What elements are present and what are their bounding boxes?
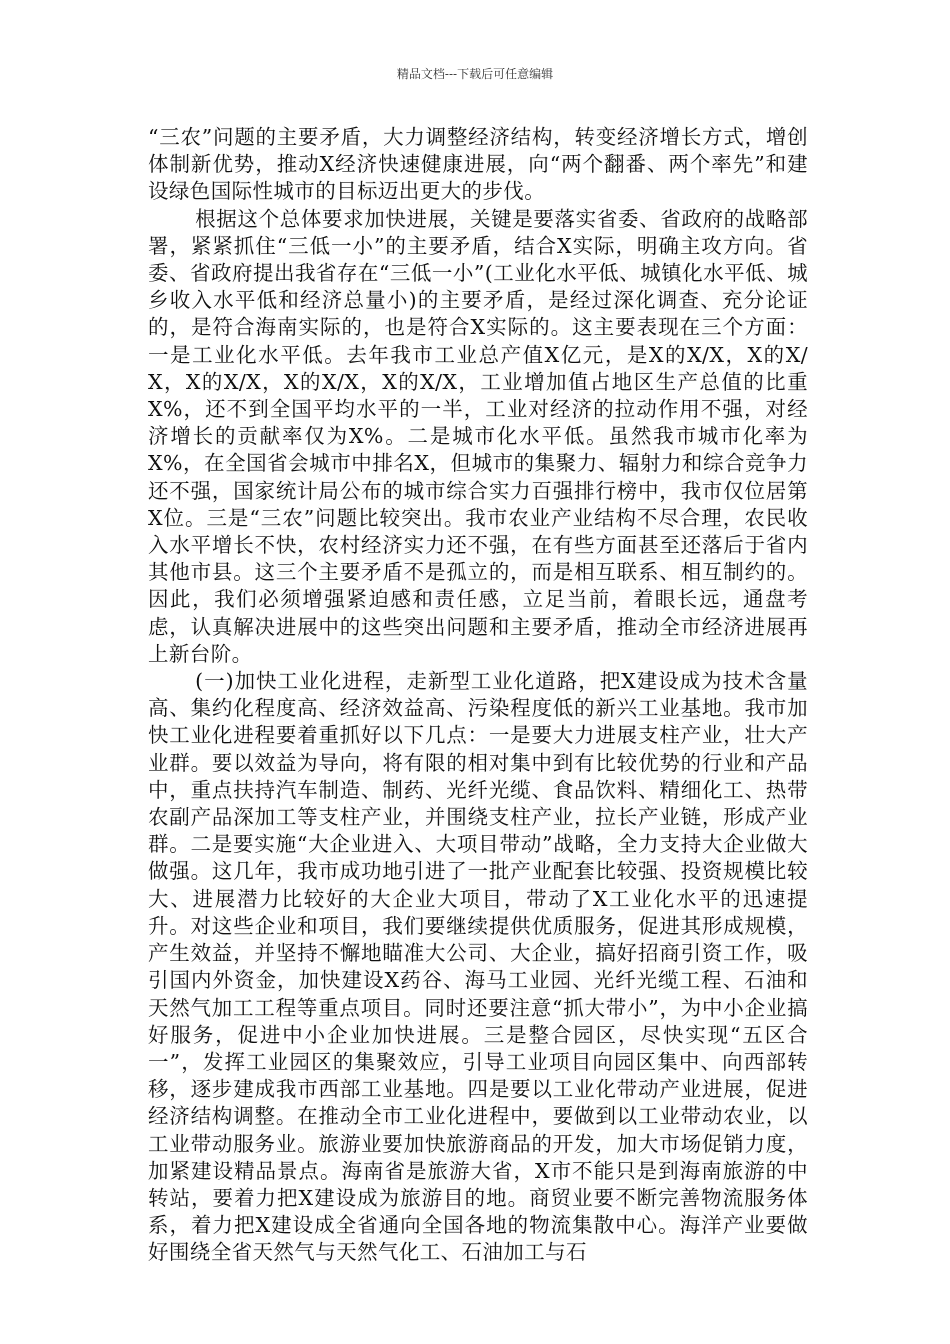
- document-body: [148, 124, 808, 1267]
- paragraph-continuation: “三农”问题的主要矛盾，大力调整经济结构，转变经济增长方式，增创体制新优势，推动X经济快速健康进展，向“两个翻番、两个率先”和建设绿色国际性城市的目标迈出更大的步伐。: [148, 125, 808, 204]
- paragraph-main-contradictions: 根据这个总体要求加快进展，关键是要落实省委、省政府的战略部署，紧紧抓住“三低一小”的主要矛盾，结合X实际，明确主攻方向。省委、省政府提出我省存在“三低一小”(工业化水平低、城镇化水平低、城乡收入水平低和经济总量小)的主要矛盾，是经过深化调查、充分论证的，是符合海南实际的，也是符合X实际的。这主要表现在三个方面：一是工业化水平低。去年我市工业总产值X亿元，是X的X/X，X的X/X，X的X/X，X的X/X，X的X/X，工业增加值占地区生产总值的比重X%，还不到全国平均水平的一半，工业对经济的拉动作用不强，对经济增长的贡献率仅为X%。二是城市化水平低。虽然我市城市化率为X%，在全国省会城市中排名X，但城市的集聚力、辐射力和综合竞争力还不强，国家统计局公布的城市综合实力百强排行榜中，我市仅位居第X位。三是“三农”问题比较突出。我市农业产业结构不尽合理，农民收入水平增长不快，农村经济实力还不强，在有些方面甚至还落后于省内其他市县。这三个主要矛盾不是孤立的，而是相互联系、相互制约的。因此，我们必须增强紧迫感和责任感，立足当前，着眼长远，通盘考虑，认真解决进展中的这些突出问题和主要矛盾，推动全市经济进展再上新台阶。: [148, 206, 808, 666]
- paragraph-industrialization: (一)加快工业化进程，走新型工业化道路，把X建设成为技术含量高、集约化程度高、经济效益高、污染程度低的新兴工业基地。我市加快工业化进程要着重抓好以下几点：一是要大力进展支柱产业，壮大产业群。要以效益为导向，将有限的相对集中到有比较优势的行业和产品中，重点扶持汽车制造、制药、光纤光缆、食品饮料、精细化工、热带农副产品深加工等支柱产业，并围绕支柱产业，拉长产业链，形成产业群。二是要实施“大企业进入、大项目带动”战略，全力支持大企业做大做强。这几年，我市成功地引进了一批产业配套比较强、投资规模比较大、进展潜力比较好的大企业大项目，带动了X工业化水平的迅速提升。对这些企业和项目，我们要继续提供优质服务，促进其形成规模，产生效益，并坚持不懈地瞄准大公司、大企业，搞好招商引资工作，吸引国内外资金，加快建设X药谷、海马工业园、光纤光缆工程、石油和天然气加工工程等重点项目。同时还要注意“抓大带小”，为中小企业搞好服务，促进中小企业加快进展。三是整合园区，尽快实现“五区合一”，发挥工业园区的集聚效应，引导工业项目向园区集中、向西部转移，逐步建成我市西部工业基地。四是要以工业化带动产业进展，促进经济结构调整。在推动全市工业化进程中，要做到以工业带动农业，以工业带动服务业。旅游业要加快旅游商品的开发，加大市场促销力度，加紧建设精品景点。海南省是旅游大省，X市不能只是到海南旅游的中转站，要着力把X建设成为旅游目的地。商贸业要不断完善物流服务体系，着力把X建设成全省通向全国各地的物流集散中心。海洋产业要做好围绕全省天然气与天然气化工、石油加工与石: [148, 669, 808, 1265]
- page-header: 精品文档---下载后可任意编辑: [396, 67, 554, 81]
